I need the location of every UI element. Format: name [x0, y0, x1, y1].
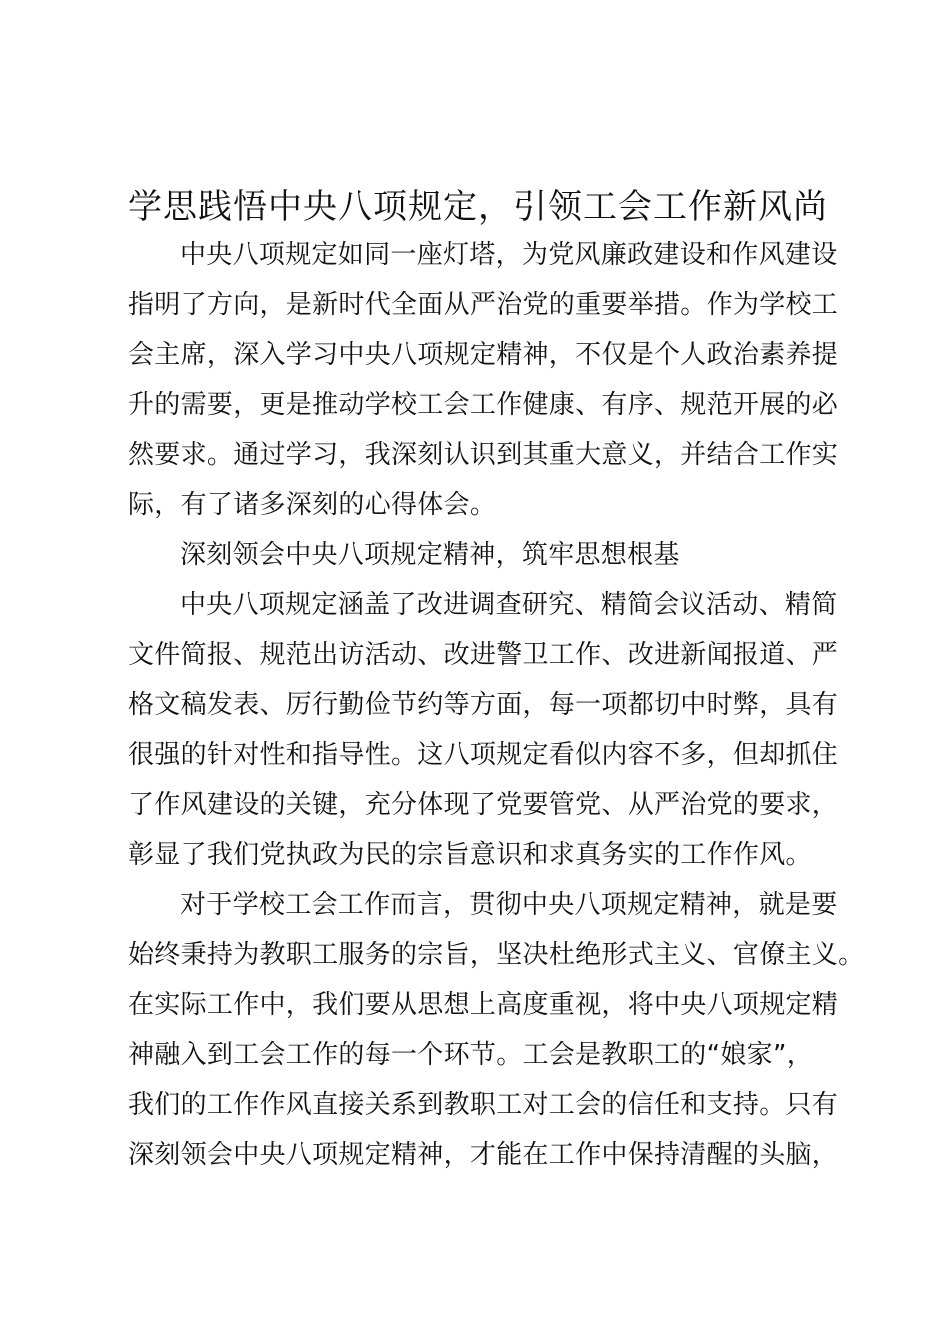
text-line: 升的需要，更是推动学校工会工作健康、有序、规范开展的必: [128, 390, 839, 420]
text-line: 际，有了诸多深刻的心得体会。: [128, 490, 497, 520]
text-line: 神融入到工会工作的每一个环节。工会是教职工的“娘家”，: [128, 1040, 814, 1070]
text-line: 始终秉持为教职工服务的宗旨，坚决杜绝形式主义、官僚主义。: [128, 940, 865, 970]
text-line: 中央八项规定涵盖了改进调查研究、精简会议活动、精简: [180, 590, 838, 620]
text-line: 文件简报、规范出访活动、改进警卫工作、改进新闻报道、严: [128, 640, 839, 670]
text-line: 我们的工作作风直接关系到教职工对工会的信任和支持。只有: [128, 1090, 839, 1120]
text-line: 了作风建设的关键，充分体现了党要管党、从严治党的要求，: [128, 790, 839, 820]
text-line: 格文稿发表、厉行勤俭节约等方面，每一项都切中时弊，具有: [128, 690, 839, 720]
text-line: 对于学校工会工作而言，贯彻中央八项规定精神，就是要: [180, 890, 838, 920]
text-line: 在实际工作中，我们要从思想上高度重视，将中央八项规定精: [128, 990, 839, 1020]
text-line: 指明了方向，是新时代全面从严治党的重要举措。作为学校工: [128, 290, 839, 320]
text-line: 然要求。通过学习，我深刻认识到其重大意义，并结合工作实: [128, 440, 839, 470]
document-title: 学思践悟中央八项规定，引领工会工作新风尚: [128, 187, 828, 227]
text-line: 很强的针对性和指导性。这八项规定看似内容不多，但却抓住: [128, 740, 839, 770]
text-line: 深刻领会中央八项规定精神，才能在工作中保持清醒的头脑，: [128, 1140, 839, 1170]
text-line: 会主席，深入学习中央八项规定精神，不仅是个人政治素养提: [128, 340, 839, 370]
section-heading: 深刻领会中央八项规定精神，筑牢思想根基: [180, 540, 680, 570]
text-line: 中央八项规定如同一座灯塔，为党风廉政建设和作风建设: [180, 240, 838, 270]
text-line: 彰显了我们党执政为民的宗旨意识和求真务实的工作作风。: [128, 840, 812, 870]
